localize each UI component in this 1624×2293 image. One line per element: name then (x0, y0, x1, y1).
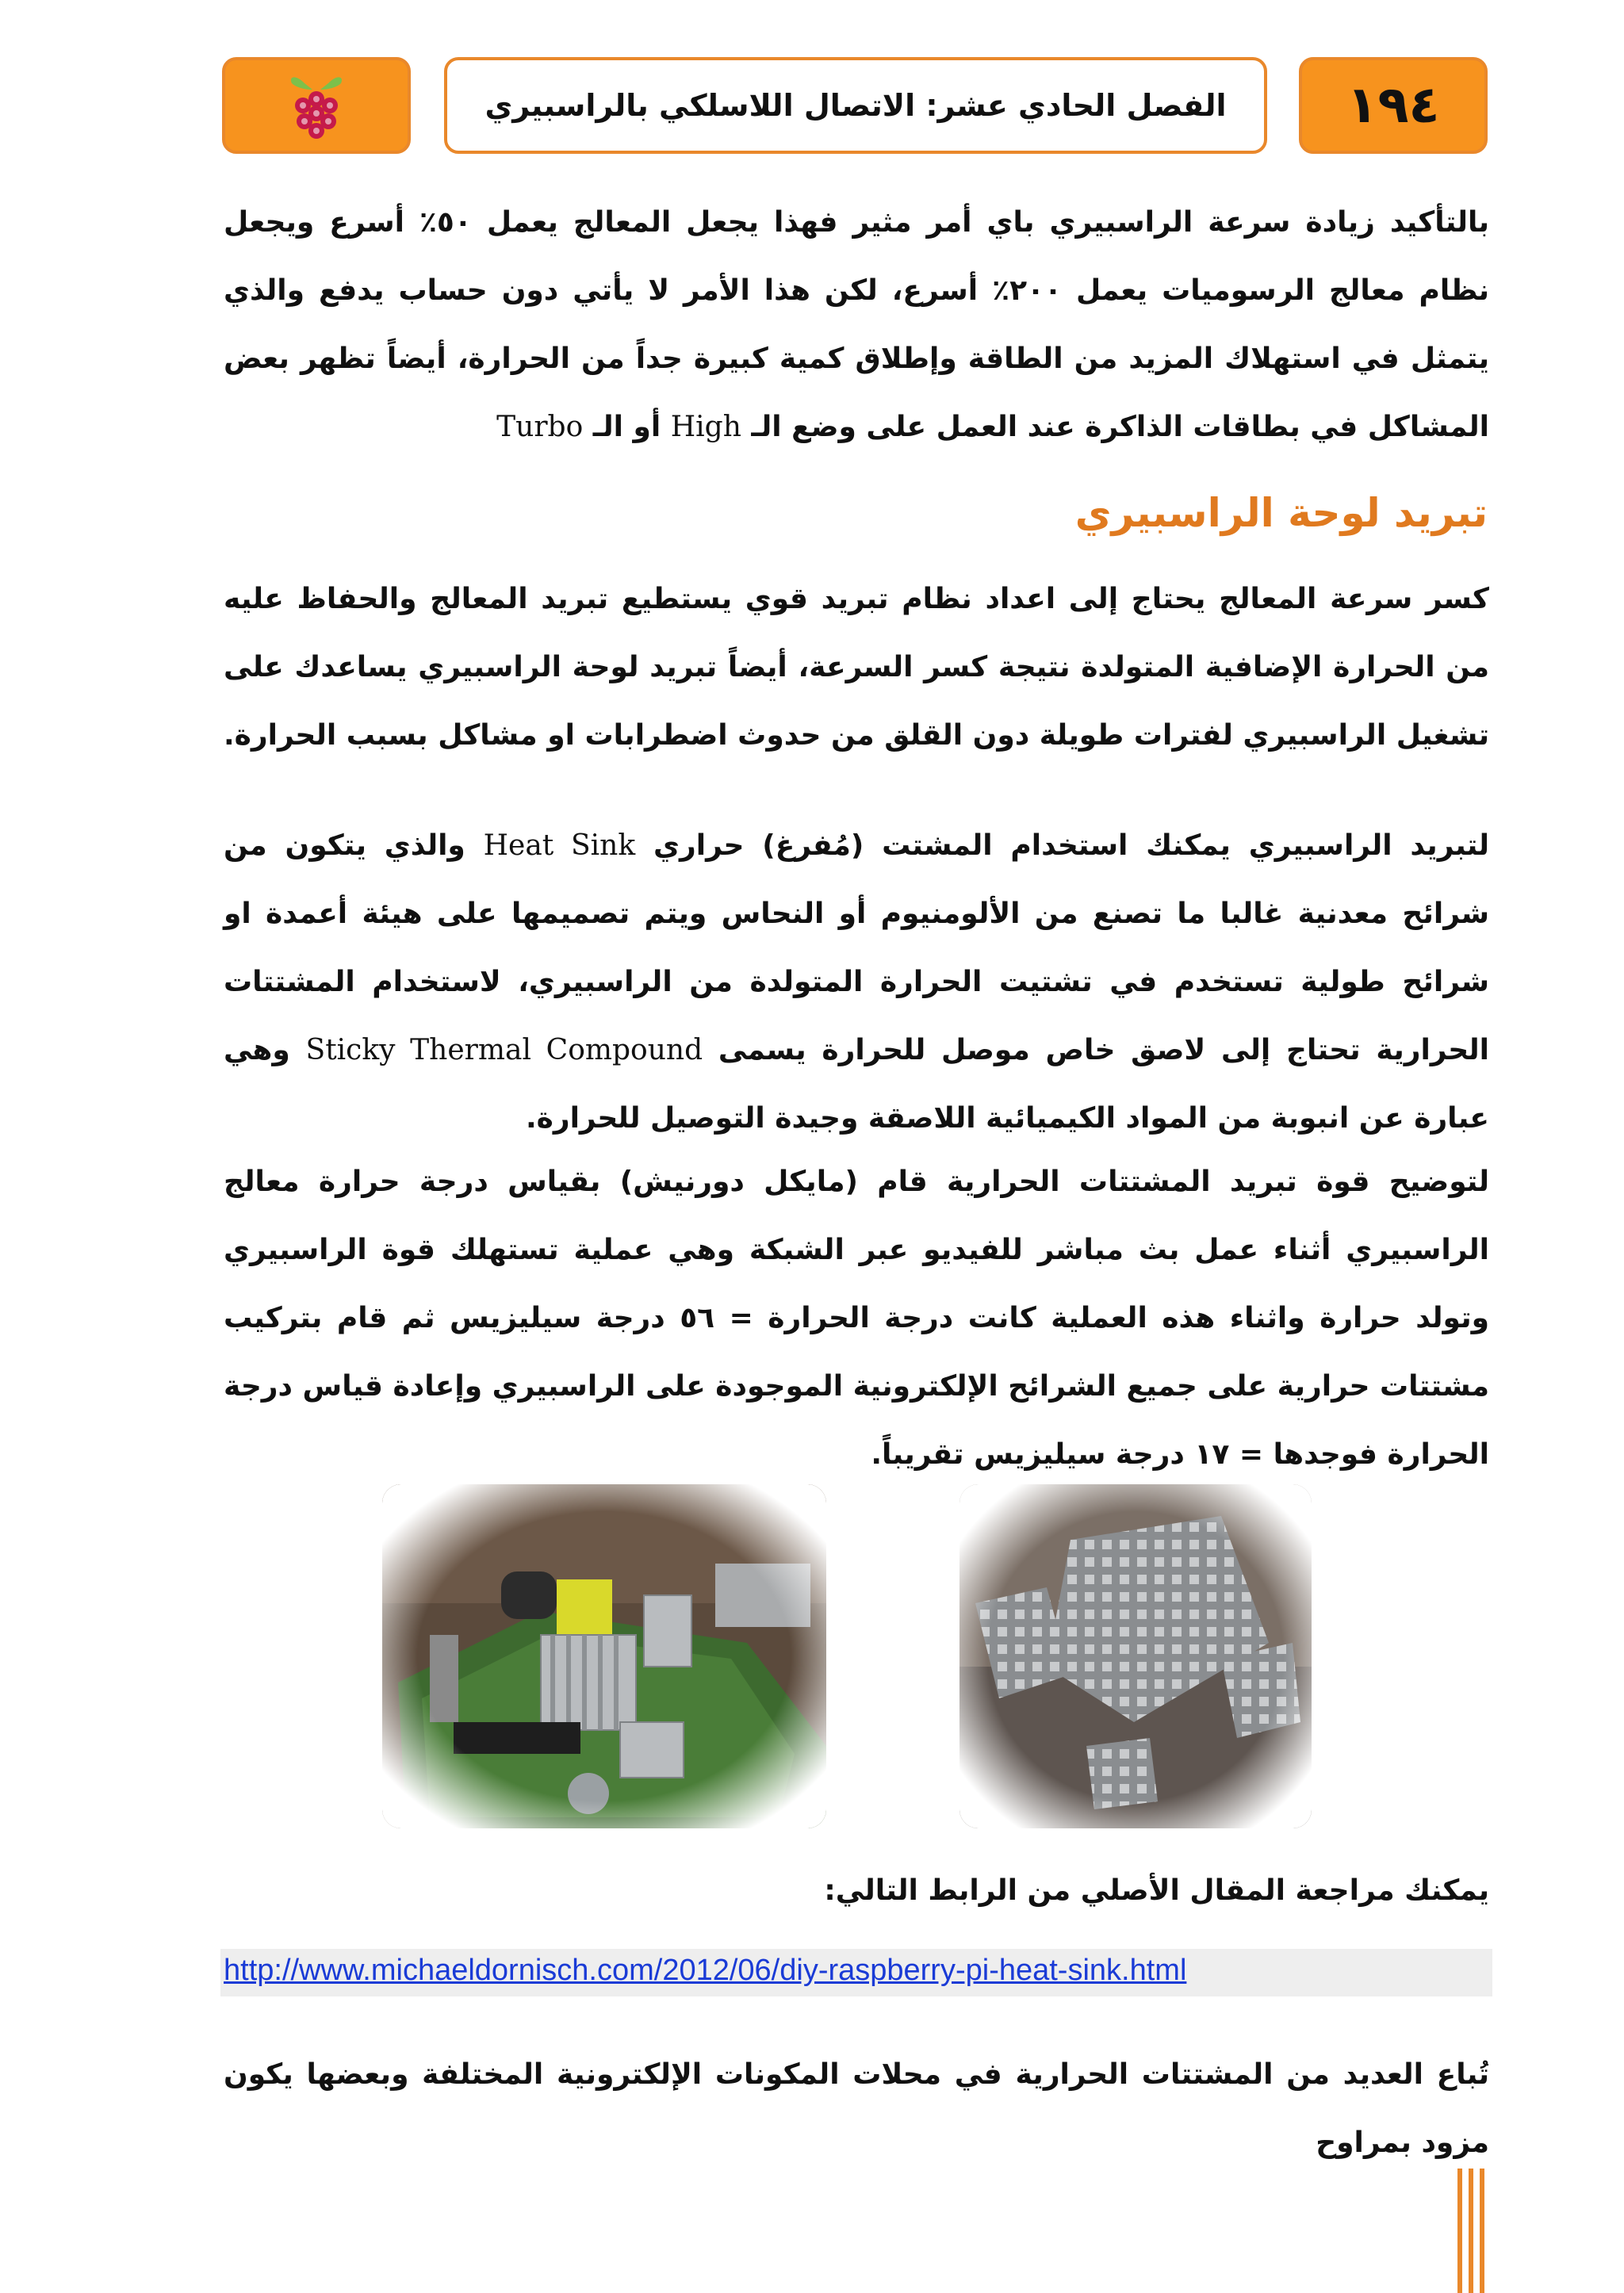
page-number-box (1299, 57, 1488, 154)
page-number: ١٩٤ (1346, 76, 1440, 135)
decor-rule-3 (1480, 2169, 1484, 2293)
link-row (220, 1949, 1492, 1996)
chapter-title: الفصل الحادي عشر: الاتصال اللاسلكي بالراسبيري (485, 88, 1227, 123)
chapter-title-box (444, 57, 1267, 154)
closing-paragraph: تُباع العديد من المشتتات الحرارية في محلات المكونات الإلكترونية المختلفة وبعضها يكون مزود بمراوح (224, 2058, 1489, 2159)
heatsink-paragraph (224, 812, 1489, 1153)
heatsink-text-1: لتبريد الراسبيري يمكنك استخدام المشتت (مُفرغ) حراري (635, 829, 1489, 862)
section-heading: تبريد لوحة الراسبيري (1074, 490, 1488, 536)
cooling-paragraph: كسر سرعة المعالج يحتاج إلى اعداد نظام تبريد قوي يستطيع تبريد المعالج والحفاظ عليه من الحرارة الإضافية المتولدة نتيجة كسر السرعة، أيضاً تبريد لوحة الراسبيري يساعدك على تشغيل الراسبيري لفترات طويلة دون القلق من حدوث اضطرابات او مشاكل بسبب الحرارة. (223, 583, 1489, 752)
raspberry-board-photo (382, 1484, 826, 1828)
heatsink-term: Heat Sink (483, 829, 636, 862)
heatsink-text-2: والذي يتكون من شرائح معدنية غالبا ما تصنع من الألومنيوم أو النحاس ويتم تصميمها على هيئة أعمدة او شرائح طولية تستخدم في تشتيت الحرارة المتولدة من الراسبيري، لاستخدام المشتتات الحرارية تحتاج إلى لاصق خاص موصل للحرارة يسمى (224, 829, 1489, 1066)
logo-box (222, 57, 411, 154)
raspberry-pi-logo (281, 66, 352, 145)
heatsink-text-3: وهي عبارة عن انبوبة من المواد الكيميائية اللاصقة وجيدة التوصيل للحرارة. (224, 1034, 1489, 1135)
intro-text-1: بالتأكيد زيادة سرعة الراسبيري باي أمر مثير فهذا يجعل المعالج يعمل ٥٠٪ أسرع ويجعل نظام معالج الرسوميات يعمل ٢٠٠٪ أسرع، لكن هذا الأمر لا يأتي دون حساب يدفع والذي يتمثل في استهلاك المزيد من الطاقة وإطلاق كمية كبيرة جداً من الحرارة، أيضاً تظهر بعض المشاكل في بطاقات الذاكرة عند العمل على وضع الـ (224, 206, 1490, 443)
decor-rule-2 (1469, 2169, 1473, 2293)
thermal-compound-term: Sticky Thermal Compound (305, 1034, 703, 1066)
article-link[interactable]: http://www.michaeldornisch.com/2012/06/diy-raspberry-pi-heat-sink.html (224, 1954, 1187, 1987)
temperature-test-paragraph: لتوضيح قوة تبريد المشتتات الحرارية قام (مايكل دورنيش) بقياس درجة حرارة معالج الراسبيري أثناء عمل بث مباشر للفيديو عبر الشبكة وهي عملية تستهلك قوة الراسبيري وتولد حرارة واثناء هذه العملية كانت درجة الحرارة = ٥٦ درجة سيليزيس ثم قام بتركيب مشتتات حرارية على جميع الشرائح الإلكترونية الموجودة على الراسبيري وإعادة قياس درجة الحرارة فوجدها = ١٧ درجة سيليزيس تقريباً. (224, 1166, 1489, 1471)
intro-high: High (670, 411, 741, 443)
intro-turbo: Turbo (496, 411, 584, 443)
decor-rule-1 (1457, 2169, 1462, 2293)
link-intro: يمكنك مراجعة المقال الأصلي من الرابط التالي: (824, 1874, 1489, 1907)
heat-sinks-photo (959, 1484, 1312, 1828)
intro-paragraph (224, 189, 1489, 461)
intro-text-2: أو الـ (583, 411, 671, 443)
